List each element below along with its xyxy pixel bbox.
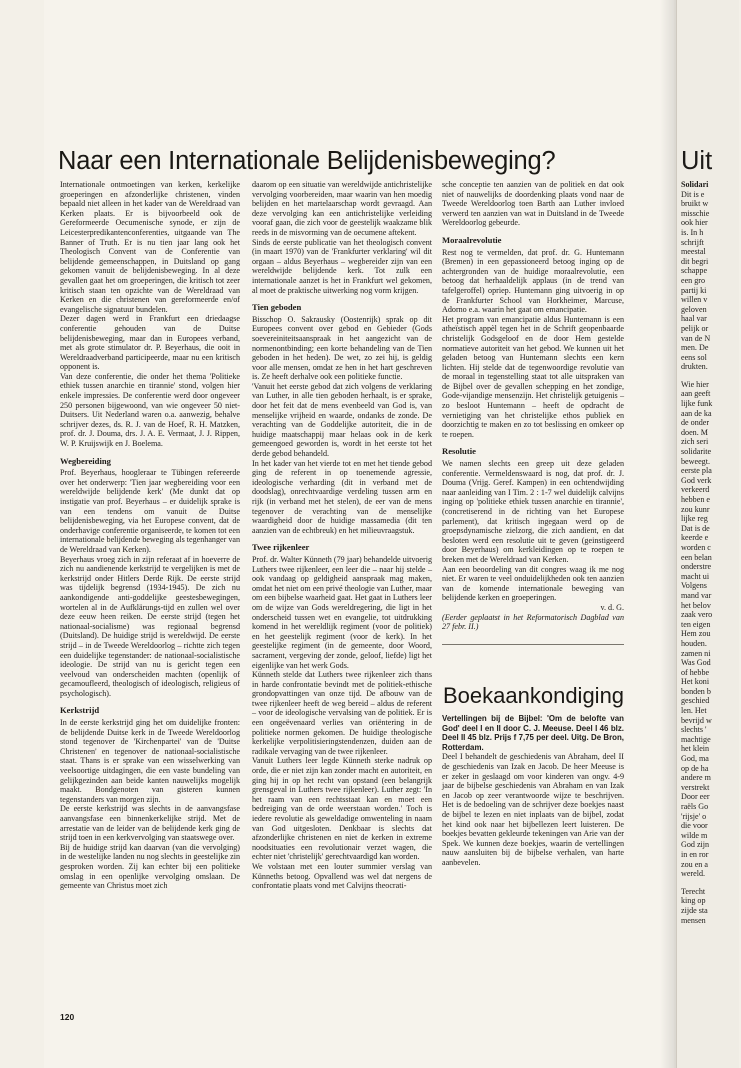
- facing-page-line: Het koni: [681, 677, 710, 687]
- facing-page-line: geschied: [681, 696, 710, 706]
- facing-page-line: schrijft: [681, 237, 704, 247]
- facing-page-line: Door eer: [681, 792, 710, 802]
- facing-page-line: God verk: [681, 475, 712, 485]
- facing-page-line: raëls Go: [681, 802, 709, 811]
- section-paragraph: Vanuit Luthers leer legde Künneth sterke nadruk op orde, die er niet zijn kan zonder macht en autoriteit, en ging hij in op het recht van opstand (een belangrijk grensgeval in Luthers twee rijkenleer). Luther zegt: 'In het raam van een rechtsstaat kan en moet een bedreiging van de orde weerstaan worden.' Toch is iedere revolutie als geweldadige omwenteling in naam van God uitgesloten. Denkbaar is slechts dat afzonderlijke christenen en niet de kerken in extreme noodsituaties een revolutionair verzet wagen, die echter niet 'christelijk' gerechtvaardigd kan worden.: [252, 756, 432, 862]
- facing-page-line: machtige: [681, 734, 711, 744]
- facing-page-line: zaak vero: [681, 610, 713, 620]
- facing-page-line: 'rijsje' o: [681, 811, 707, 821]
- article-intro-3: Van deze conferentie, die onder het thema 'Politieke ethiek tussen anarchie en tirannie' stond, volgen hier enkele impressies. De conferentie werd door ongeveer 250 personen bijgewoond, van wie ongeveer 50 niet-Duitsers. Uit Nederland waren o.a. aanwezig, behalve schrijver dezes, ds. R. J. van de Hoef, R. H. Matzken, prof. dr. J. Douma, drs. J. A. E. Vermaat, J. J. Rippen, W. P. Kruijswijk en J. Boelema.: [60, 371, 240, 449]
- section-paragraph: In de eerste kerkstrijd ging het om duidelijke fronten: de belijdende Duitse kerk in de Tweede Wereldoorlog stond tegenover de 'Kirchenpartei' van de 'Duitse Christenen' en tegenover de nationaal-socialistische staat. Thans is er sprake van een wisselwerking van veelsoortige uitdagingen, die een vaste bundeling van gelijkgezinden aan beide kanten nauwelijks mogelijk maakt. Bondgenoten van gisteren kunnen tegenstanders van morgen zijn.: [60, 718, 240, 804]
- facing-page-line: op de ha: [681, 763, 709, 773]
- facing-page-line: dit begri: [681, 256, 709, 266]
- facing-page-line: de onder: [681, 418, 710, 428]
- section-paragraph: Aan een beoordeling van dit congres waag ik me nog niet. Er waren te veel onduidelijkheden ook ten aanzien van de komende internationale beweging van belijdende kerken en groeperingen.: [442, 564, 624, 603]
- column-lead-2: Sinds de eerste publicatie van het theologisch convent (in maart 1970) van de 'Frankfurter verklaring' wil dit orgaan – aldus Beyerhaus – wegbereider zijn van een wereldwijde belijdende kerk. Tot zulk een internationale aanzet is het in Frankfurt wel gekomen, al moet de praktische uitwerking nog vorm krijgen.: [252, 237, 432, 295]
- facing-page-line: God zijn: [681, 840, 710, 850]
- section-heading: Wegbereiding: [60, 455, 111, 466]
- section-divider: [442, 644, 624, 645]
- facing-page-line: macht ui: [681, 571, 710, 581]
- facing-page-line: Was God: [681, 658, 711, 668]
- facing-page-line: Dat is de: [681, 523, 710, 533]
- facing-page-line: in en ror: [681, 849, 709, 859]
- facing-page-line: een gro: [681, 275, 706, 285]
- review-title: Boekaankondiging: [443, 683, 625, 708]
- facing-page-line: zamen ni: [681, 648, 711, 658]
- facing-page-line: wilde m: [681, 830, 708, 840]
- facing-page-line: andere m: [681, 773, 711, 783]
- facing-page-line: schappe: [681, 266, 708, 276]
- facing-page-line: lijke funk: [681, 399, 713, 409]
- facing-page-title: Uit: [681, 147, 713, 175]
- facing-page-line: aan de ka: [681, 408, 712, 418]
- facing-page-line: Terecht: [681, 886, 706, 896]
- facing-page: [676, 0, 739, 1068]
- facing-page-line: hebben e: [681, 495, 710, 504]
- facing-page-line: mensen: [681, 915, 706, 925]
- facing-page-line: ten eigen: [681, 619, 711, 629]
- facing-page-line: zou en a: [681, 859, 708, 869]
- section-paragraph: We namen slechts een greep uit deze geladen conferentie. Vermeldenswaard is nog, dat prof. dr. J. Douma (Vrijg. Geref. Kampen) in een ochtendwijding naar aanleiding van I Tim. 2 : 1-7 wel duidelijk calvijns inging op 'politieke ethiek tussen anarchie en tirannie', (concretiserend in de richting van het Europese parlement), dat kritisch ingegaan werd op de groepsdynamische zielzorg, die zich aandient, en dat besloten werd een resolutie uit te geven (geinstigeerd door Beyerhaus) om kerkleidingen op te roepen te breken met de Wereldraad van Kerken.: [442, 459, 624, 564]
- facing-page-line: een belan: [681, 552, 712, 562]
- column-lead: sche conceptie ten aanzien van de politiek en dat ook niet of nauwelijks de doordenking plaats vond naar de Tweede Wereldoorlog toen Barth aan Luther invloed verwerd ten aanzien van wat in Duitsland in de Tweede Wereldoorlog gebeurde.: [442, 180, 624, 228]
- facing-page-line: solidarite: [681, 447, 712, 457]
- facing-page-line: Wie hier: [681, 379, 709, 389]
- facing-page-line: Dit is e: [681, 189, 705, 199]
- facing-page-line: [681, 372, 741, 380]
- facing-page-line: verstrekt: [681, 782, 710, 792]
- facing-page-line: zijde sta: [681, 905, 708, 915]
- review-text: Deel I behandelt de geschiedenis van Abraham, deel II de geschiedenis van Izak en Jacob. De heer Meeuse is er zeker in geslaagd om voor kinderen van ongv. 4-9 jaar de bijbelse geschiedenis van Abraham en van Izak en Jacob op zeer verantwoorde wijze te beschrijven. Het is de bedoeling van de schrijver deze boekjes naast de bijbel te lezen en niet inplaats van de bijbel, zodat het kind ook naar het bijbellezen leert luisteren. De boekjes bevatten gekleurde tekeningen van Arie van der Spek. We kunnen deze boekjes, waarin de vertellingen nauw aansluiten bij de bijbelse verhalen, van harte aanbevelen.: [442, 752, 624, 867]
- section-paragraph: Prof. Beyerhaus, hoogleraar te Tübingen refereerde over het onderwerp: 'Tien jaar wegbereiding voor een wereldwijde belijdende kerk' (Me dunkt dat op instigatie van prof. Beyerhaus – er duidelijk sprake is van een tendens om vanuit de Duitse belijdenisbeweging, via het Europese convent, dat de onderhavige conferentie organiseerde, te komen tot een internationale belijdende beweging als tegenhanger van de Wereldraad van Kerken).: [60, 468, 241, 554]
- facing-page-line: lijke reg: [681, 514, 708, 524]
- facing-page-line: zich seri: [681, 437, 709, 447]
- facing-page-line: beweegt.: [681, 456, 710, 466]
- facing-page-line: wereld.: [681, 869, 706, 879]
- article-intro-2: Dezer dagen werd in Frankfurt een driedaagse conferentie gehouden van de Duitse belijdenisbeweging, maar dan in Europees verband, met als grote stimulator dr. P. Beyerhaus, die ooit in Wereldraadverband participeerde, maar nu een kritisch opponent is.: [60, 314, 240, 372]
- facing-page-line: willen v: [681, 295, 708, 305]
- article-column-1: [60, 180, 240, 1030]
- section-paragraph: Bij de huidige strijd kan daarvan (van die vervolging) in de westelijke landen nu nog slechts in geestelijke zin gesproken worden. Zij kan echter bij een politieke omslag in een openlijke vervolging omslaan. De gemeente van Christus moet zich: [60, 842, 240, 891]
- facing-page-line: eens sol: [681, 352, 707, 362]
- section-paragraph: We volstaan met een louter summier verslag van Künneths betoog. Opvallend was wel dat nergens de confrontatie plaats vond met Calvijns theocrati-: [252, 861, 432, 891]
- facing-page-line: aan geeft: [681, 389, 711, 399]
- section-heading: Tien geboden: [252, 302, 302, 313]
- facing-page-line: geloven: [681, 304, 707, 314]
- facing-page-line: Hem zou: [681, 629, 711, 639]
- section-paragraph: Rest nog te vermelden, dat prof. dr. G. Huntemann (Bremen) in een gepassioneerd betoog inging op de achtergronden van de huidige moraalrevolutie, een betoog dat herhaaldelijk applaus (in de trend van tafelgeroffel) opriep. Huntemann ging uitvoerig in op de Frankfurter School van Horkheimer, Marcuse, Adorno e.a. waarin het gaat om emancipatie.: [442, 247, 624, 315]
- facing-page-line: len. Het: [681, 706, 707, 716]
- facing-page-line: die voor: [681, 821, 708, 831]
- facing-page-line: bevrijd w: [681, 715, 712, 725]
- source-note: (Eerder geplaatst in het Reformatorisch Dagblad van 27 febr. II.): [442, 612, 624, 632]
- column-lead: daarom op een situatie van wereldwijde antichristelijke vervolging voorbereiden, maar waarin van hen moedig belijden en het martelaarschap wordt gevraagd. Aan deze vervolging kan een antichristelijke verleiding vooraf gaan, die zich voor de geestelijk waakzame blik reeds in de misvorming van de oecumene aftekent.: [252, 180, 432, 237]
- facing-page-line: het klein: [681, 744, 710, 754]
- section-paragraph: Het program van emancipatie aldus Huntemann is een atheïstisch appèl tegen het in de Schrift geopenbaarde christelijk Godsgeloof en de door Hem gestelde normatieve autoriteit van het gebod. We kunnen uit het geladen betoog van Huntemann slechts een kern lichten. Hij stelde dat de tegenwoordige revolutie van de moraal in tegenstelling staat tot alle uitspraken van de Bijbel over de gevallen schepping en het zondige, Gode-vijandige mensenzijn. Het christelijk getuigenis – zo besloot Huntemann – heeft de opdracht de vernietiging van het christelijke ethos publiek en doorzichtig te maken en zo tot beslissing en omkeer op te roepen.: [442, 314, 624, 439]
- facing-page-line: slechts ': [681, 725, 707, 735]
- section-paragraph: 'Vanuit het eerste gebod dat zich volgens de verklaring van Luther, in alle tien geboden herhaalt, is er sprake, door het feit dat de mens evenbeeld van God is, van menselijke vrijheid en waarde, ondanks de zonde. De verachting van de Goddelijke autoriteit, die in de huidige maatschappij maar helaas ook in de kerk gemeengoed geworden is, wordt in het eerste tot het derde gebod behandeld.: [252, 381, 432, 459]
- section-heading: Resolutie: [442, 446, 476, 457]
- facing-page-line: eerste pla: [681, 466, 712, 476]
- facing-page-line: men. De: [681, 343, 709, 353]
- section-heading: Moraalrevolutie: [442, 234, 502, 245]
- facing-page-line: keerde e: [681, 533, 709, 543]
- facing-page-line: partij ki: [681, 285, 707, 295]
- section-paragraph: De eerste kerkstrijd was slechts in de aanvangsfase aanvangsfase een binnenkerkelijke strijd. Met de arrestatie van de leider van de belijdende kerk ging de strijd toen in een kerkvervolging van staatswege over.: [60, 804, 240, 843]
- facing-page-line: onderstre: [681, 562, 712, 572]
- page-gutter: [660, 0, 676, 1068]
- facing-page-column: [681, 180, 741, 925]
- section-paragraph: Künneth stelde dat Luthers twee rijkenleer zich thans in harde confrontatie bevindt met de politiek-ethische grondopvattingen van onze tijd. De afbouw van de twee rijkenleer heeft de weg bereid – aldus de referent – voor de ideologische vervalsing van de politiek. Er is een ongeëvenaard verlies van oriëntering in de politieke normen gekomen. De huidige theologische kerkelijke verpolitisieringstendenzen, duiden aan de radikale vervaging van de twee rijkenleer.: [252, 670, 432, 756]
- facing-page-line: van de N: [681, 333, 711, 343]
- facing-page-line: of hebbe: [681, 667, 710, 677]
- section-heading: Kerkstrijd: [60, 705, 100, 716]
- facing-page-line: God, ma: [681, 754, 709, 764]
- facing-page-line: Volgens: [681, 581, 707, 591]
- facing-page-line: bruikt w: [681, 199, 709, 209]
- facing-page-line: Solidari: [681, 180, 709, 189]
- author-signature: v. d. G.: [600, 602, 624, 612]
- facing-page-line: ook hier: [681, 218, 708, 228]
- facing-page-line: king op: [681, 896, 706, 906]
- section-paragraph: Bisschop O. Sakrausky (Oostenrijk) sprak op dit Europees convent over gebod en Gebieder (Gods soevereiniteitsaanspraak in het aangezicht van de normenontbinding; een korte behandeling van de Tien geboden in het heden). De wet, zo zei hij, is geldig voor alle mensen, omdat ze hen in het hart geschreven is. Ze heeft derhalve ook een politieke functie.: [252, 314, 432, 382]
- section-heading: Twee rijkenleer: [252, 542, 310, 553]
- facing-page-line: mand var: [681, 590, 712, 600]
- facing-page-line: meestal: [681, 247, 706, 257]
- review-body: [442, 714, 624, 1014]
- review-bibliography: Vertellingen bij de Bijbel: 'Om de belofte van God' deel I en II door C. J. Meeuse. Deel I 46 blz. Deel II 45 blz. Prijs f 7,75 per deel. Uitg. De Bron, Rotterdam.: [442, 714, 624, 752]
- article-column-2: [252, 180, 432, 1030]
- section-paragraph: In het kader van het vierde tot en met het tiende gebod ging de referent in op toenemende agressie, ideologische verharding (dit in verband met de doodslag), onrechtvaardige verdeling tussen arm en rijk (in verband met het stelen), de eer van de mens tegenover de verachting van de menselijke waardigheid door de huidige massamedia (dit ten aanzien van de echtbreuk) en het milieuvraagstuk.: [252, 458, 432, 535]
- page-number: 120: [60, 1012, 75, 1022]
- article-title: Naar een Internationale Belijdenisbeweging?: [58, 147, 556, 175]
- facing-page-line: houden.: [681, 638, 707, 648]
- facing-page-line: zou kunr: [681, 504, 710, 514]
- article-column-3: [442, 180, 624, 632]
- facing-page-line: pelijk or: [681, 323, 709, 333]
- facing-page-line: doen. M: [681, 427, 708, 437]
- facing-page-line: misschie: [681, 208, 710, 218]
- facing-page-line: worden c: [681, 542, 711, 552]
- facing-page-line: is. In h: [681, 227, 704, 237]
- facing-page-line: verkeerd: [681, 485, 710, 495]
- facing-page-line: [681, 879, 741, 887]
- facing-page-line: drukten.: [681, 362, 708, 372]
- facing-page-line: het belov: [681, 600, 711, 610]
- facing-page-line: bonden b: [681, 686, 711, 696]
- facing-page-line: haal var: [681, 314, 707, 324]
- section-paragraph: Beyerhaus vroeg zich in zijn referaat af in hoeverre de zich nu aandienende kerkstrijd te vergelijken is met de kerkstrijd onder Hitlers Derde Rijk. De eerste strijd was tijdelijk begrensd (1934-1945). De zich nu aankondigende anti-goddelijke geestesbewegingen, wortelen al in de Aufklärungs-tijd en zullen wel over deze eeuw heen reiken. De eerste strijd (tegen het nationaal-socialisme) was regionaal begrensd (Duitsland). De huidige strijd is wereldwijd. De eerste strijd – in de Tweede Wereldoorlog – richtte zich tegen een duidelijke tegenstander: de nationaal-socialistische ideologie. De strijd van nu is gericht tegen een veelvoud van onderscheiden machten (openlijk of gecamoufleerd, theologisch of ideologisch, religieus of psychologisch).: [60, 554, 240, 698]
- section-paragraph: Prof. dr. Walter Künneth (79 jaar) behandelde uitvoerig Luthers twee rijkenleer, een leer die – naar hij stelde – ook vandaag op geldigheid aanspraak mag maken, omdat het niet om een privé theologie van Luther, maar om een bijbelse waarheid gaat. Het gaat in Luthers leer om de wijze van Gods wereldregering, die ligt in het onderscheid tussen wet en evangelie, tot uitdrukking komend in het wereldlijk regiment (voor de politiek) en het geestelijk regiment (voor de kerk). In het geestelijke regiment (in de gemeente, door Woord, sacrament, vergeving der zonde, geloof, liefde) ligt het eigenlijke van het werk Gods.: [252, 554, 432, 670]
- article-intro: Internationale ontmoetingen van kerken, kerkelijke groeperingen en afzonderlijke christenen, vinden bepaald niet alleen in het kader van de Wereldraad van Kerken plaats. Er is bijvoorbeeld ook de Gereformeerde Oecumenische synode, er zijn de Leicesterpredikantenconferenties, uitgaande van The Banner of Truth. Er is nu tien jaar lang ook het Theologisch Convent van de Conferentie van belijdende gemeenschappen, in Duitsland op gang gekomen vanuit de belijdenisbeweging. In al deze gevallen gaat het om groeperingen, die kritisch tot zeer kritisch staan ten opzichte van de Wereldraad van Kerken en die christenen van gereformeerde en/of evangelische signatuur bundelen.: [60, 180, 240, 314]
